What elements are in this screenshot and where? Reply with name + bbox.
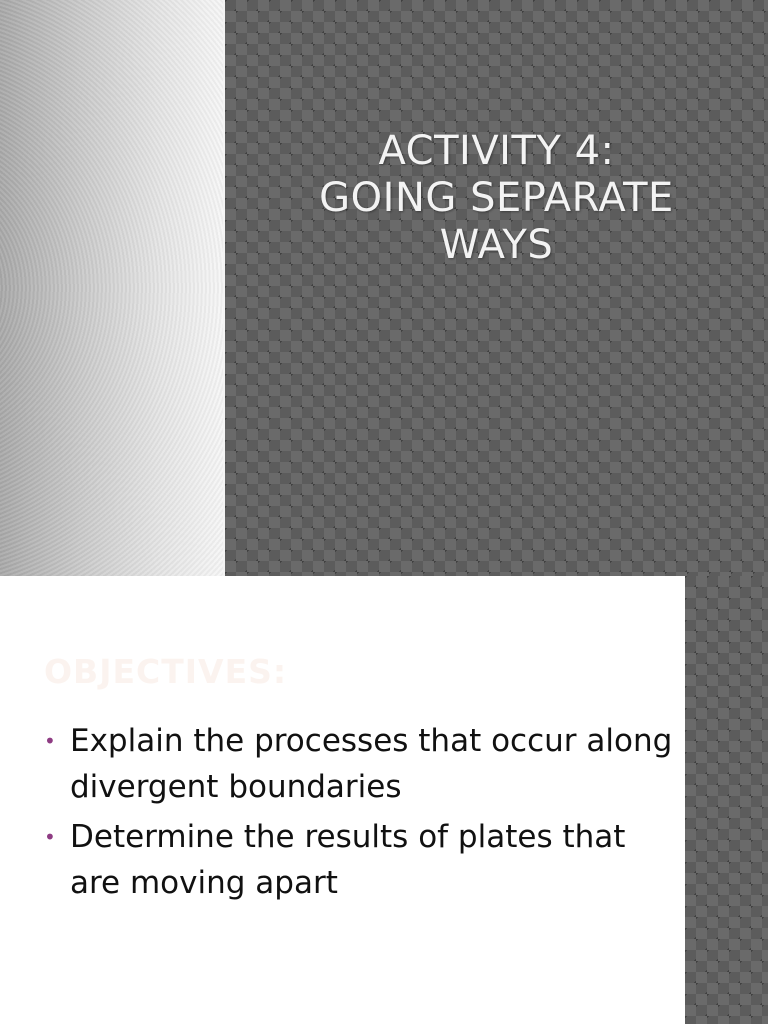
bullet-dot-icon: •: [44, 729, 56, 753]
diamond-pattern-background: [225, 0, 768, 576]
bullet-text: Determine the results of plates that are moving apart: [70, 819, 626, 901]
bullet-dot-icon: •: [44, 825, 56, 849]
title-line-2: GOING SEPARATE: [319, 175, 674, 221]
objectives-heading: OBJECTIVES:: [44, 652, 288, 691]
title-line-1: ACTIVITY 4:: [378, 128, 615, 174]
silver-side-panel: [0, 0, 223, 576]
objectives-list: [40, 718, 680, 910]
list-item: [40, 814, 680, 906]
slide-title: [225, 128, 768, 269]
list-item: [40, 718, 680, 810]
title-line-3: WAYS: [439, 222, 554, 268]
objectives-slide: [0, 576, 768, 1024]
bullet-text: Explain the processes that occur along divergent boundaries: [70, 723, 673, 805]
diamond-pattern-strip: [685, 576, 768, 1024]
